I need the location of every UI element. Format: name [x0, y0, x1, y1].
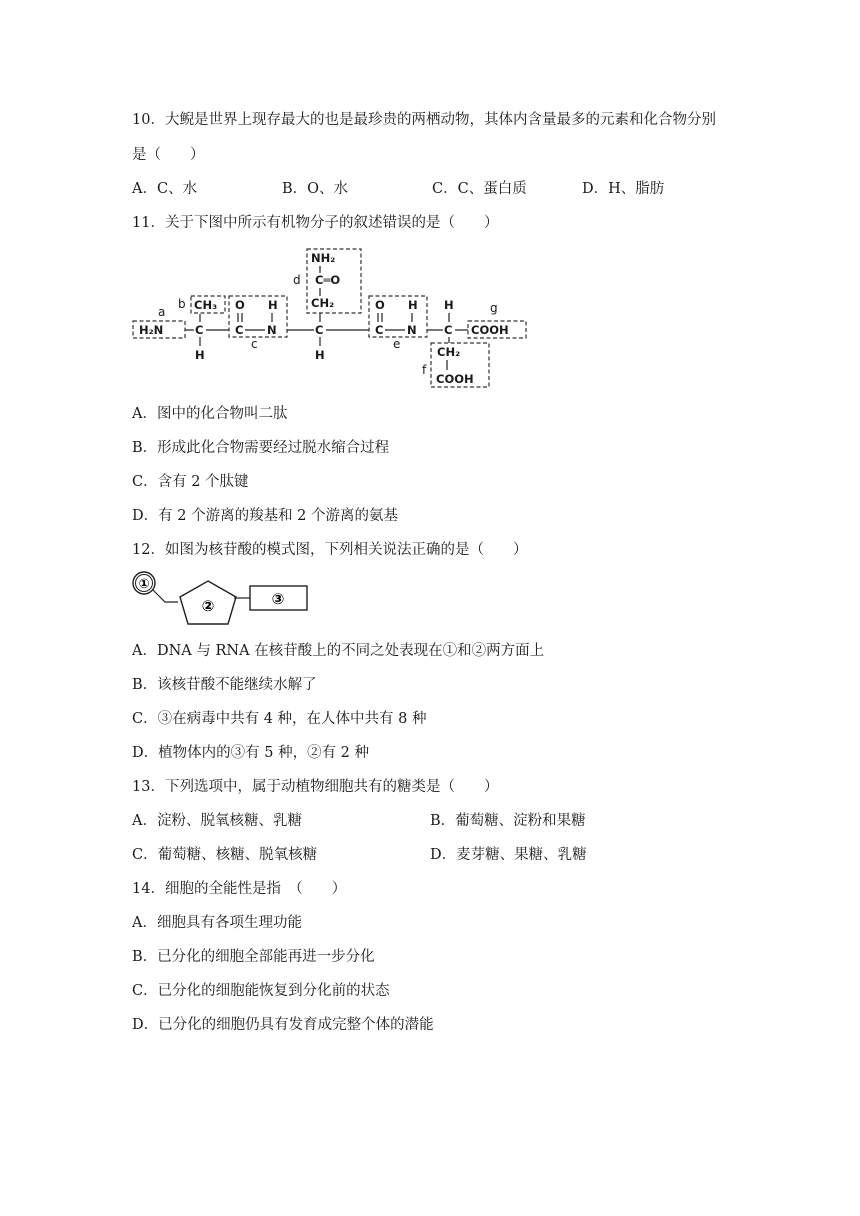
tripeptide-structure-diagram [125, 244, 545, 392]
q12-stem: 12．如图为核苷酸的模式图，下列相关说法正确的是（ ） [132, 542, 528, 558]
svg-text:N: N [407, 323, 417, 337]
svg-text:N: N [267, 323, 277, 337]
q11-option-d: D．有 2 个游离的羧基和 2 个游离的氨基 [132, 508, 399, 524]
q12-option-b: B．该核苷酸不能继续水解了 [132, 677, 317, 693]
group-c-eq-o: C═O [315, 273, 341, 287]
label-e: e [393, 337, 401, 351]
svg-text:H: H [444, 298, 454, 312]
q13-stem: 13．下列选项中，属于动植物细胞共有的糖类是（ ） [132, 779, 499, 795]
q10-option-c: C．C、蛋白质 [432, 181, 527, 197]
q11-stem: 11．关于下图中所示有机物分子的叙述错误的是（ ） [132, 215, 499, 231]
svg-text:C: C [444, 323, 453, 337]
q10-option-b: B．O、水 [282, 181, 349, 197]
phosphate-number: ① [138, 577, 150, 592]
svg-text:O: O [375, 298, 385, 312]
label-f: f [422, 363, 427, 377]
group-ch3: CH₃ [194, 298, 218, 312]
svg-text:C: C [195, 323, 204, 337]
svg-text:H: H [195, 348, 205, 362]
svg-text:CH₂: CH₂ [437, 345, 461, 359]
pentose-number: ② [201, 597, 215, 615]
q13-option-b: B．葡萄糖、淀粉和果糖 [430, 813, 586, 829]
group-h2n: H₂N [139, 323, 164, 337]
group-nh2: NH₂ [311, 251, 336, 265]
q13-option-d: D．麦芽糖、果糖、乳糖 [430, 847, 587, 863]
q12-option-c: C．③在病毒中共有 4 种，在人体中共有 8 种 [132, 711, 427, 727]
group-cooh-f: COOH [436, 372, 474, 386]
q12-option-a: A．DNA 与 RNA 在核苷酸上的不同之处表现在①和②两方面上 [132, 643, 545, 659]
svg-text:H: H [315, 348, 325, 362]
q14-option-b: B．已分化的细胞全部能再进一步分化 [132, 949, 375, 965]
svg-text:C: C [235, 323, 244, 337]
q10-option-a: A．C、水 [132, 181, 198, 197]
label-c: c [251, 337, 258, 351]
svg-text:O: O [235, 298, 245, 312]
group-cooh-g: COOH [471, 323, 509, 337]
q13-option-a: A．淀粉、脱氧核糖、乳糖 [132, 813, 302, 829]
q14-option-a: A．细胞具有各项生理功能 [132, 915, 302, 931]
label-g: g [490, 301, 498, 315]
svg-text:C: C [375, 323, 384, 337]
q14-option-c: C．已分化的细胞能恢复到分化前的状态 [132, 983, 390, 999]
svg-text:H: H [268, 298, 278, 312]
q13-option-c: C．葡萄糖、核糖、脱氧核糖 [132, 847, 318, 863]
q14-option-d: D．已分化的细胞仍具有发育成完整个体的潜能 [132, 1017, 434, 1033]
q11-option-a: A．图中的化合物叫二肽 [132, 406, 288, 422]
group-ch2: CH₂ [311, 296, 335, 310]
svg-text:H: H [408, 298, 418, 312]
q14-stem: 14．细胞的全能性是指 （ ） [132, 881, 347, 897]
svg-text:C: C [315, 323, 324, 337]
label-d: d [293, 273, 301, 287]
label-a: a [158, 305, 166, 319]
q10-stem-line1: 10．大鲵是世界上现存最大的也是最珍贵的两栖动物，其体内含量最多的元素和化合物分别 [132, 112, 716, 128]
base-number: ③ [271, 590, 285, 608]
nucleotide-model-diagram [128, 568, 318, 628]
label-b: b [178, 297, 186, 311]
q12-option-d: D．植物体内的③有 5 种，②有 2 种 [132, 745, 370, 761]
q10-stem-line2: 是（ ） [132, 147, 205, 163]
q10-option-d: D．H、脂肪 [582, 181, 665, 197]
q11-option-c: C．含有 2 个肽键 [132, 474, 249, 490]
q11-option-b: B．形成此化合物需要经过脱水缩合过程 [132, 440, 390, 456]
